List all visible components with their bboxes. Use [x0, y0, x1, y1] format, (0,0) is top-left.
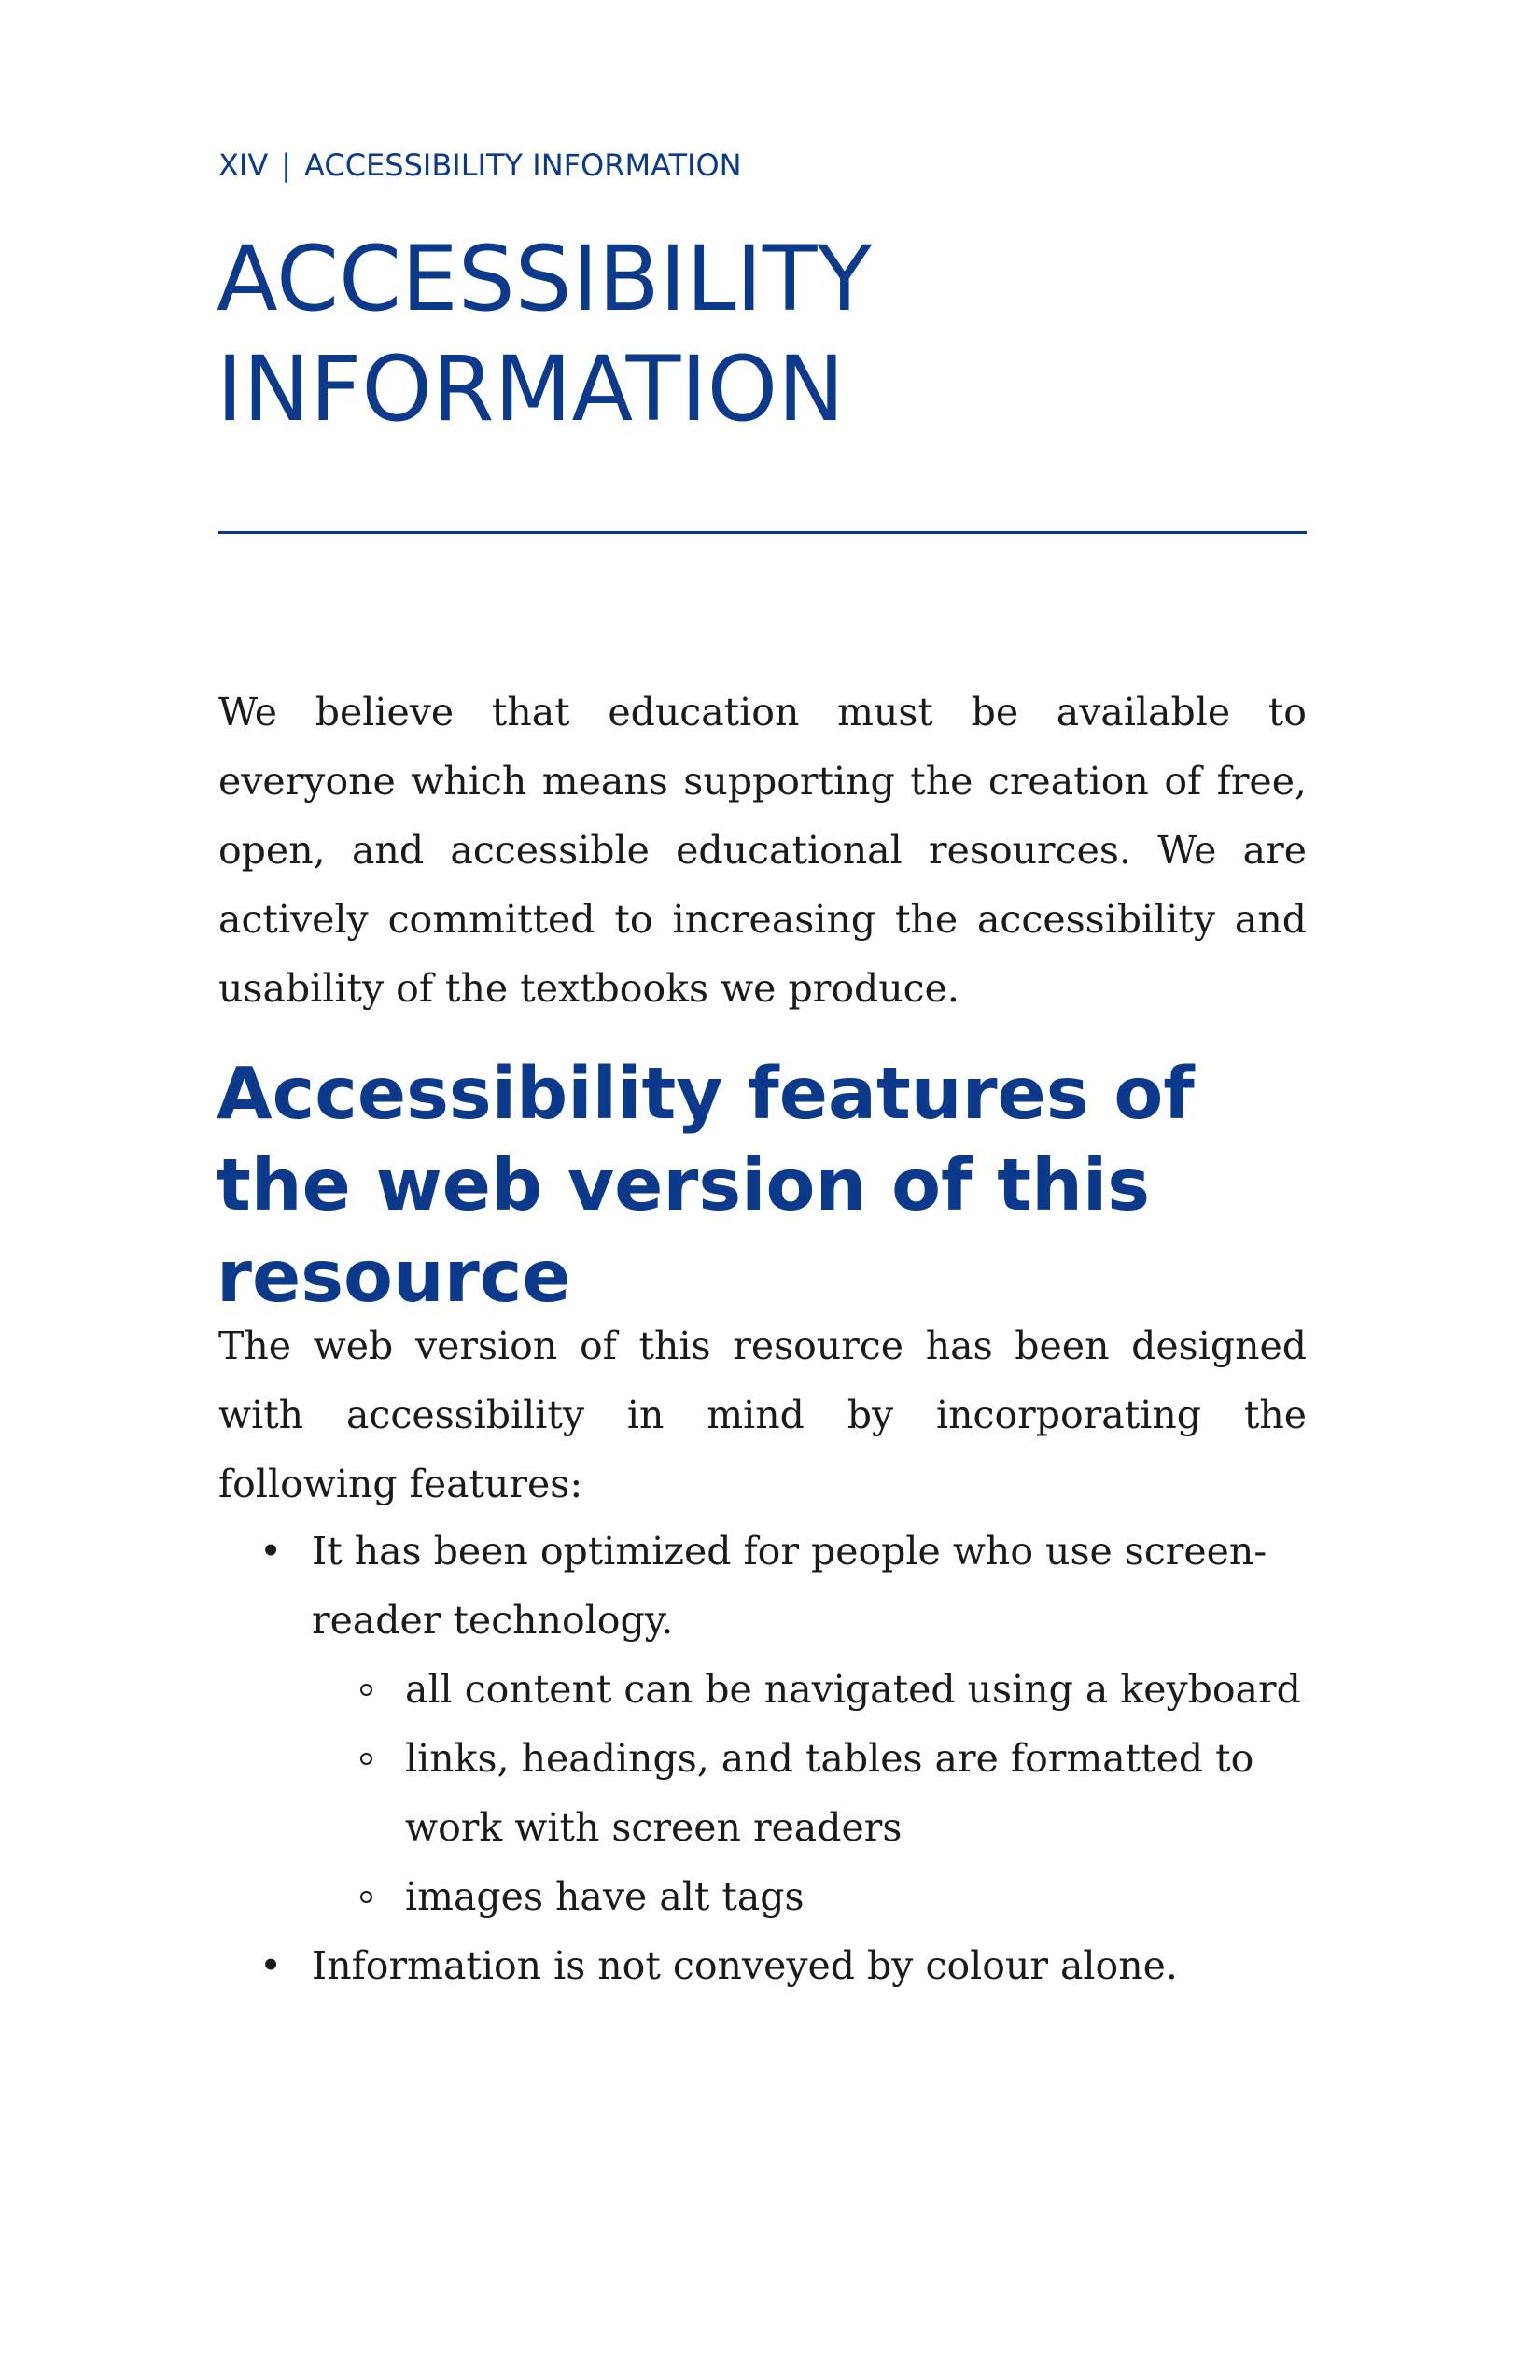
sub-list-item [312, 1724, 1307, 1862]
sub-list-item-text: all content can be navigated using a keyboard [405, 1667, 1301, 1712]
bullet-icon: • [259, 1529, 283, 1574]
hollow-bullet-icon [360, 1891, 372, 1903]
sub-list-item-text: images have alt tags [405, 1874, 805, 1919]
list-item [218, 1517, 1307, 1931]
running-header-section: ACCESSIBILITY INFORMATION [304, 147, 742, 183]
bullet-icon: • [259, 1943, 283, 1988]
sub-list [312, 1655, 1307, 1931]
title-divider [218, 531, 1307, 534]
section-heading: Accessibility features of the web version of this resource [217, 1053, 1195, 1319]
hollow-bullet-icon [360, 1684, 372, 1696]
chapter-title: ACCESSIBILITY INFORMATION [217, 227, 873, 441]
sub-list-item-text: links, headings, and tables are formatted to work with screen readers [405, 1736, 1254, 1850]
running-header [218, 147, 742, 183]
header-separator: | [281, 147, 292, 183]
sub-list-item [312, 1862, 1307, 1931]
intro-paragraph: We believe that education must be available to everyone which means supporting the creation of free, open, and accessible educational resources. We are actively committed to increasing the accessibility and usability of the textbooks we produce. [218, 690, 1307, 1011]
list-item-text: It has been optimized for people who use screen-reader technology. [312, 1529, 1267, 1643]
hollow-bullet-icon [360, 1753, 372, 1765]
sub-list-item [312, 1655, 1307, 1724]
page-number: XIV [218, 147, 269, 183]
feature-list [218, 1517, 1307, 2000]
list-item-text: Information is not conveyed by colour alone. [312, 1943, 1178, 1988]
list-item [218, 1931, 1307, 2000]
features-intro-paragraph: The web version of this resource has been designed with accessibility in mind by incorporating the following features: [218, 1323, 1307, 1506]
